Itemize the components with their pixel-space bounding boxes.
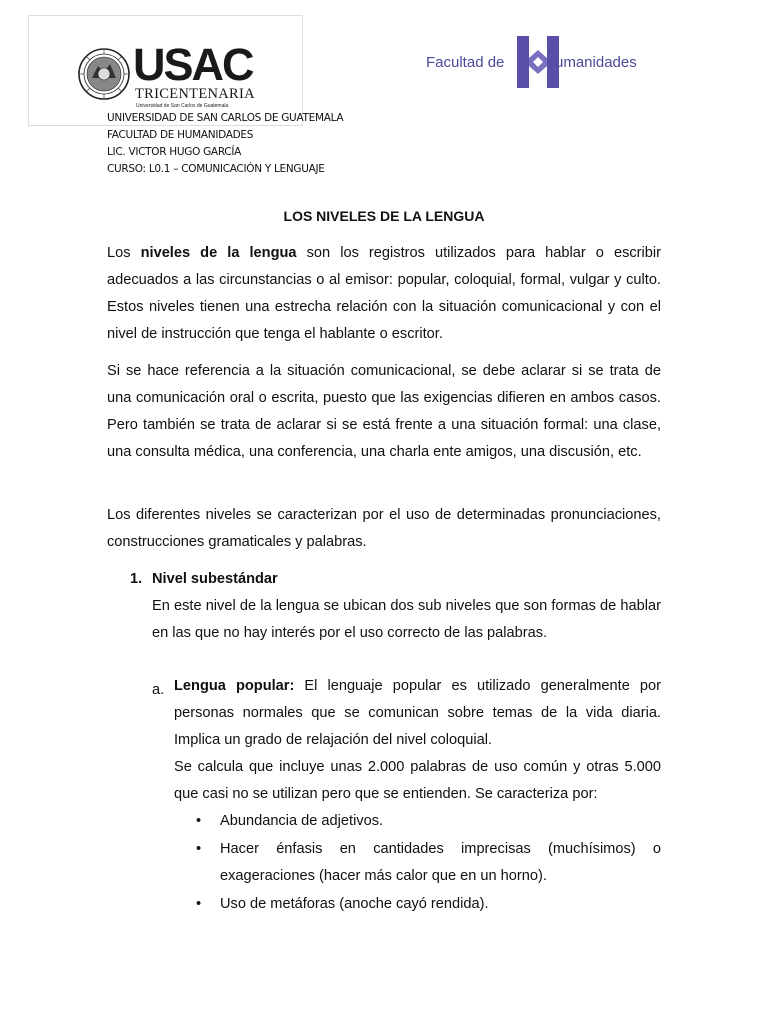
- institution-line-professor: LIC. VICTOR HUGO GARCÍA: [107, 146, 241, 158]
- subsection-heading: Lengua popular:: [174, 678, 295, 694]
- institution-line-course: CURSO: L0.1 – COMUNICACIÓN Y LENGUAJE: [107, 163, 325, 175]
- institution-line-university: UNIVERSIDAD DE SAN CARLOS DE GUATEMALA: [107, 112, 344, 124]
- paragraph-situation: Si se hace referencia a la situación comunicacional, se debe aclarar si se trata de una comunicación oral o escrita, puesto que las exigencias difieren en ambos casos. Pero también se trata de aclarar si se está frente a una situación formal: una clase, una consulta médica, una conferencia, una charla ente amigos, una discusión, etc.: [107, 363, 661, 460]
- faculty-logo: [426, 36, 666, 88]
- bullet-item: Abundancia de adjetivos.: [220, 813, 384, 829]
- section-heading-text: Nivel subestándar: [152, 571, 278, 587]
- intro-bold-term: niveles de la lengua: [140, 245, 297, 261]
- paragraph-characteristics: Los diferentes niveles se caracterizan por el uso de determinadas pronunciaciones, construcciones gramaticales y palabras.: [107, 507, 661, 550]
- intro-rest: son los registros utilizados para hablar o escribir adecuados a las circunstancias o al emisor: popular, coloquial, formal, vulgar y culto. Estos niveles tienen una estrecha relación con la situación comunicacional y con el nivel de instrucción que tenga el hablante o escritor.: [107, 245, 661, 342]
- university-seal-icon: [78, 48, 130, 100]
- faculty-logo-suffix: umanidades: [555, 54, 637, 71]
- document-title: LOS NIVELES DE LA LENGUA: [283, 208, 485, 224]
- section-substandard-text: En este nivel de la lengua se ubican dos sub niveles que son formas de hablar en las que no hay interés por el uso correcto de las palabras.: [152, 598, 661, 641]
- faculty-logo-prefix: Facultad de: [426, 54, 505, 71]
- bullet-glyph: •: [196, 813, 202, 829]
- usac-subline: Universidad de San Carlos de Guatemala: [136, 103, 229, 109]
- bullet-glyph: •: [196, 841, 202, 857]
- bullet-glyph: •: [196, 896, 202, 912]
- section-heading-substandard: [130, 571, 278, 588]
- section-number: 1.: [130, 571, 143, 587]
- usac-tagline: TRICENTENARIA: [135, 86, 255, 102]
- bullet-item: Hacer énfasis en cantidades imprecisas (muchísimos) o exageraciones (hacer más calor que en un horno).: [220, 841, 661, 884]
- intro-lead: Los: [107, 245, 141, 261]
- subsection-popular-text-2: Se calcula que incluye unas 2.000 palabras de uso común y otras 5.000 que casi no se utilizan pero que se entienden. Se caracteriza por:: [174, 759, 661, 802]
- usac-wordmark: USAC: [133, 39, 253, 90]
- paragraph-intro: [107, 240, 661, 348]
- subsection-popular-text: [174, 673, 661, 754]
- subsection-text-1: El lenguaje popular es utilizado generalmente por personas normales que se comunican sobre temas de la vida diaria. Implica un grado de relajación del nivel coloquial.: [174, 678, 661, 748]
- usac-logo: [28, 15, 303, 126]
- subsection-letter: a.: [152, 682, 165, 698]
- institution-line-faculty: FACULTAD DE HUMANIDADES: [107, 129, 254, 141]
- bullet-item: Uso de metáforas (anoche cayó rendida).: [220, 896, 489, 912]
